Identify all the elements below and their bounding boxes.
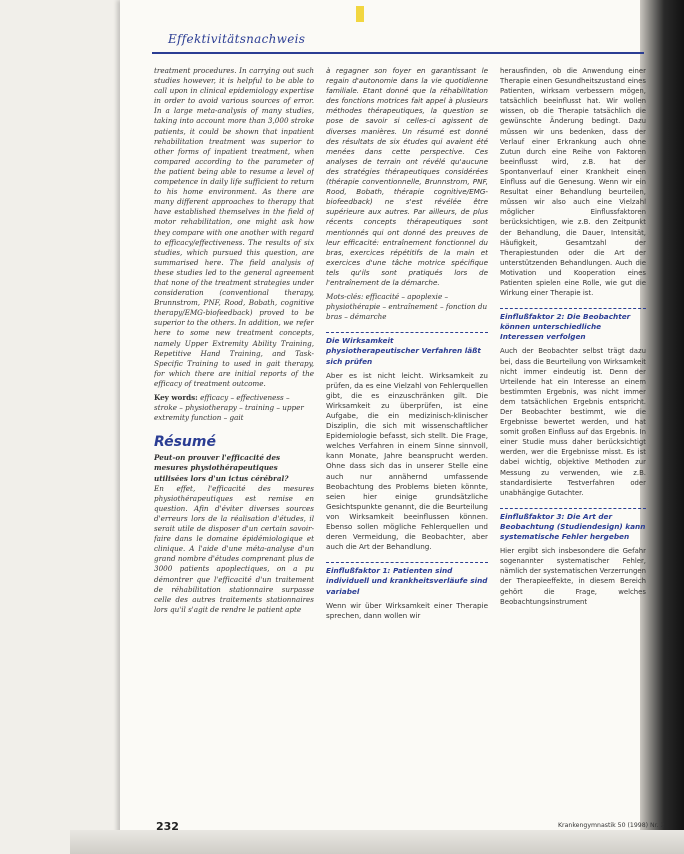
section-2-title: Einflußfaktor 1: Patienten sind individuell und krankheitsverläufe sind variabel (326, 562, 488, 596)
resume-heading: Résumé (154, 434, 216, 451)
resume-question: Peut-on prouver l'efficacité des mesures physiothérapeutiques utilisées lors d'un ictus cérébral? (154, 453, 289, 483)
section-2-text: Wenn wir über Wirksamkeit einer Therapie sprechen, dann wollen wir (326, 600, 488, 620)
section-1-text: Aber es ist nicht leicht. Wirksamkeit zu prüfen, da es eine Vielzahl von Fehlerquellen gibt, die es einzuschränken gilt. Die Wirksamkeit zu überprüfen, ist eine Aufgabe, die ein medizinisch-klinischer Disziplin, die sich mit wissenschaftlicher Epidemiologie befasst, sich stellt. Die Frage, welches Verfahren in einem Sinne sinnvoll, kann Monate, Jahre beansprucht werden. Ohne dass sich das in unserer Stelle eine auch nur annähernd umfassende Beobachtung des Problems bieten könnte, seien hier einige grundsätzliche Gesichtspunkte genannt, die die Beurteilung von Wirksamkeit beeinflussen können. Ebenso sollen mögliche Fehlerquellen und deren Vermeidung, die Beobachter, aber auch die Art der Behandlung. (326, 370, 488, 552)
section-1-title: Die Wirksamkeit physiotherapeutischer Verfahren läßt sich prüfen (326, 332, 488, 366)
abstract-english: treatment procedures. In carrying out such studies however, it is helpful to be able to call upon in clinical epidemiology expertise in order to avoid various sources of error. In a large meta-analysis of many studies, taking into account more than 3,000 stroke patients, it could be shown that inpatient rehabilitation treatment was superior to other forms of inpatient treatment, when compared according to the parameter of the patient being able to resume a level of competence in daily life sufficient to return to his home environment. As there are many different approaches to therapy that have established themselves in the field of motor rehabilitation, one might ask how they compare with one another with regard to efficacy/effectiveness. The results of six studies, which pursued this question, are summarised here. The field analysis of these studies led to the general agreement that none of the treatment strategies under consideration (conventional therapy, Brunnstrom, PNF, Rood, Bobath, cognitive therapy/EMG-biofeedback) proved to be superior to the others. In addition, we refer here to some new treatment concepts, namely Upper Extremity Ability Training, Repetitive Hand Training, and Task-Specific Training to used in gait therapy, for which there are initial reports of the efficacy of treatment outcome. (154, 66, 314, 388)
column-2 (326, 66, 488, 821)
column-3 (500, 66, 646, 821)
binding-shadow (640, 0, 684, 854)
section-3-title: Einflußfaktor 2: Die Beobachter können unterschiedliche Interessen verfolgen (500, 308, 646, 342)
column-1 (154, 66, 314, 821)
resume-text: En effet, l'efficacité des mesures physiothérapeutiques est remise en question. Afin d'éviter diverses sources d'erreurs lors de la réalisation d'études, il serait utile de disposer d'un certain savoir-faire dans le domaine épidémiologique et clinique. A l'aide d'une méta-analyse d'un grand nombre d'études comprenant plus de 3000 patients apoplectiques, on a pu démontrer que l'efficacité d'un traitement de réhabilitation stationnaire surpasse celle des autres traitements stationnaires lors qu'il s'agit de rendre le patient apte (154, 483, 314, 614)
page-number: 232 (156, 820, 179, 833)
keywords-label: Key words: (154, 393, 198, 402)
keywords-french: Mots-clés: efficacité – apoplexie – physiothérapie – entraînement – fonction du bras – démarche (326, 292, 488, 322)
section-4-title: Einflußfaktor 3: Die Art der Beobachtung (Studiendesign) kann systematische Fehler hergeben (500, 508, 646, 542)
keywords (154, 393, 314, 423)
journal-citation: Krankengymnastik 50 (1998) Nr. 2 (558, 822, 665, 829)
section-3-text: Auch der Beobachter selbst trägt dazu bei, dass die Beurteilung von Wirksamkeit nicht immer eindeutig ist. Denn der Urteilende hat ein Interesse an einem bestimmten Ergebnis, was nicht immer dem tatsächlichen Ergebnis entspricht. Der Beobachter bestimmt, wie die Ergebnisse bewertet werden, und hat somit großen Einfluss auf das Ergebnis. In einer Studie muss daher berücksichtigt werden, wer die Ergebnisse misst. Es ist dabei wichtig, objektive Methoden zur Messung zu verwenden, wie z.B. standardisierte Testverfahren oder unabhängige Gutachter. (500, 347, 646, 497)
bookmark-tab (356, 6, 364, 22)
keywords-text: efficacy – effectiveness – stroke – physiotherapy – training – upper extremity function – gait (154, 393, 304, 423)
bottom-shadow (70, 830, 684, 854)
resume-continued: à regagner son foyer en garantissant le regain d'autonomie dans la vie quotidienne familiale. Etant donné que la réhabilitation des fonctions motrices fait appel à plusieurs méthodes thérapeutiques, la question se pose de savoir si celles-ci agissent de diverses manières. Un résumé est donné des résultats de six études qui avaient été menées dans cette perspective. Ces analyses de terrain ont révélé qu'aucune des stratégies thérapeutiques considérées (thérapie conventionnelle, Brunnstrom, PNF, Rood, Bobath, thérapie cognitive/EMG-biofeedback) ne s'est révélée être supérieure aux autres. Par ailleurs, de plus récents concepts thérapeutiques sont mentionnés qui ont donné des preuves de leur efficacité: entraînement fonctionnel du bras, exercices répétitifs de la main et exercices d'une tâche motrice spécifique tels qu'ils sont pratiqués lors de l'entraînement de la démarche. (326, 66, 488, 287)
running-title: Effektivitätsnachweis (168, 32, 306, 46)
column-3-text: herausfinden, ob die Anwendung einer Therapie einen Gesundheitszustand eines Patienten, wirksam verbessern mögen, tatsächlich beeinflusst hat. Wir wollen wissen, ob die Therapie tatsächlich die gewünschte Änderung bedingt. Dazu müssen wir uns bedenken, dass der Verlauf einer Erkrankung auch ohne Zutun durch eine Reihe von Faktoren beeinflusst wird, z.B. hat der Spontanverlauf einer Krankheit einen Einfluss auf die Genesung. Wenn wir ein Resultat einer Behandlung beurteilen, müssen wir also auch eine Vielzahl möglicher Einflussfaktoren berücksichtigen, wie z.B. den Zeitpunkt der Behandlung, die Dauer, Intensität, Häufigkeit, Gesamtzahl der Therapiestunden oder die Art der unterstützenden Behandlungen. Auch die Motivation und Kooperation eines Patienten spielen eine Rolle, wie gut die Wirkung einer Therapie ist. (500, 67, 646, 298)
section-4-text: Hier ergibt sich insbesondere die Gefahr sogenannter systematischer Fehler, nämlich der systematischen Verzerrungen der Therapieeffekte, in diesem Bereich gehört die Frage, welches Beobachtungsinstrument (500, 547, 646, 606)
header-rule (152, 52, 644, 54)
